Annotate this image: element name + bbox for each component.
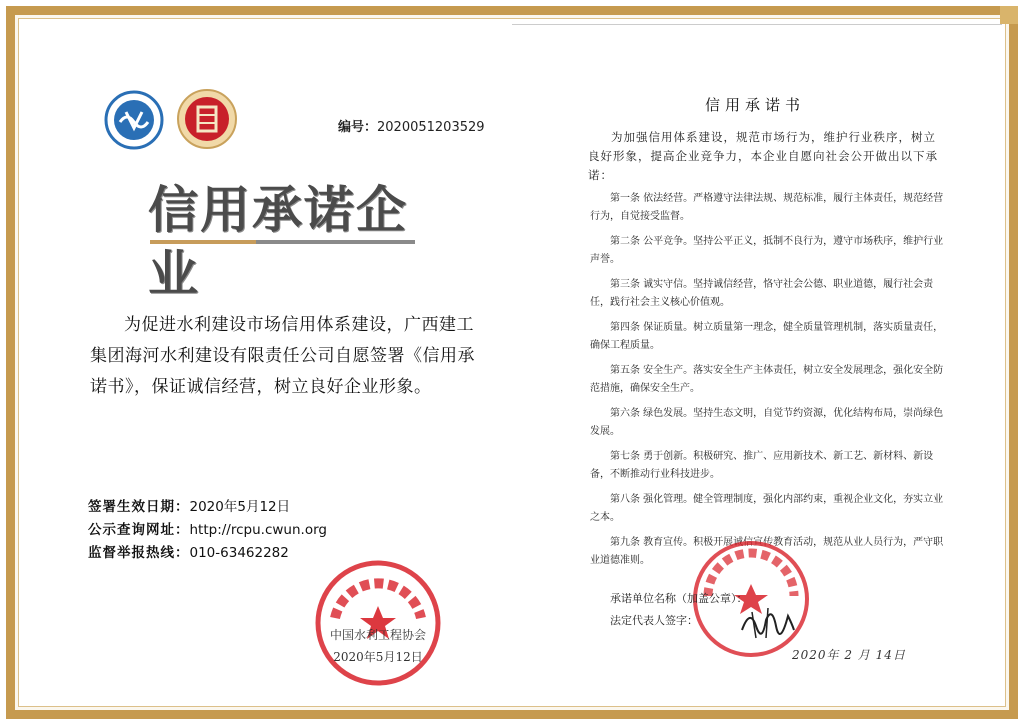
info-row-website xyxy=(88,519,327,542)
article-item: 第八条 强化管理。健全管理制度，强化内部约束，重视企业文化，夯实立业之本。 xyxy=(590,494,944,523)
certificate-number xyxy=(338,116,485,135)
certificate-title: 信用承诺企业 xyxy=(148,181,408,303)
certificate-page xyxy=(28,28,508,688)
info-label: 监督举报热线： xyxy=(88,545,190,561)
certificate-body-text: 为促进水利建设市场信用体系建设，广西建工集团海河水利建设有限责任公司自愿签署《信用承诺书》，保证诚信经营，树立良好企业形象。 xyxy=(90,315,475,397)
pledge-intro: 为加强信用体系建设，规范市场行为，维护行业秩序，树立良好形象，提高企业竞争力，本企业自愿向社会公开做出以下承诺： xyxy=(588,130,938,182)
certificate-number-value: 2020051203529 xyxy=(377,120,485,135)
info-row-hotline xyxy=(88,542,327,565)
article-item: 第二条 公平竞争。坚持公平正义，抵制不良行为，遵守市场秩序，维护行业声誉。 xyxy=(590,236,944,265)
article-item: 第五条 安全生产。落实安全生产主体责任，树立安全发展理念，强化安全防范措施，确保安全生产。 xyxy=(590,365,944,394)
sign-block xyxy=(610,588,748,632)
article-item: 第一条 依法经营。严格遵守法律法规、规范标准，履行主体责任，规范经营行为，自觉接受监督。 xyxy=(590,193,944,222)
handwritten-date: 2020年 2 月 14日 xyxy=(792,648,906,662)
article-item: 第七条 勇于创新。积极研究、推广、应用新技术、新工艺、新材料、新设备，不断推动行业科技进步。 xyxy=(590,451,934,480)
certificate-info xyxy=(88,496,327,565)
article-item: 第四条 保证质量。树立质量第一理念，健全质量管理机制，落实质量责任，确保工程质量。 xyxy=(590,322,944,351)
sign-unit-label: 承诺单位名称（加盖公章）： xyxy=(610,592,748,605)
info-label: 签署生效日期： xyxy=(88,499,190,515)
association-seal-icon xyxy=(313,558,443,688)
article-item: 第六条 绿色发展。坚持生态文明，自觉节约资源，优化结构布局，崇尚绿色发展。 xyxy=(590,408,944,437)
seal-caption-date: 2020年5月12日 xyxy=(333,650,423,664)
seal-caption xyxy=(298,624,458,668)
credit-emblem-icon xyxy=(176,88,238,150)
pledge-title: 信用承诺书 xyxy=(704,96,805,114)
certificate-number-label: 编号： xyxy=(338,120,378,135)
corner-ornament xyxy=(1000,6,1018,24)
info-value: 010-63462282 xyxy=(189,545,289,561)
pledge-articles xyxy=(590,190,946,577)
article-item: 第九条 教育宣传。积极开展诚信宣传教育活动，规范从业人员行为，严守职业道德准则。 xyxy=(590,537,944,566)
info-row-date xyxy=(88,496,327,519)
seal-caption-org: 中国水利工程协会 xyxy=(329,628,426,642)
sign-rep-label: 法定代表人签字： xyxy=(610,614,698,627)
handwritten-signature-icon xyxy=(738,600,798,644)
pledge-page xyxy=(510,20,1000,700)
info-value: http://rcpu.cwun.org xyxy=(189,522,327,538)
water-association-logo-icon xyxy=(104,90,164,150)
title-underline xyxy=(150,240,415,244)
info-value: 2020年5月12日 xyxy=(189,499,291,515)
article-item: 第三条 诚实守信。坚持诚信经营，恪守社会公德、职业道德，履行社会责任，践行社会主义核心价值观。 xyxy=(590,279,934,308)
info-label: 公示查询网址： xyxy=(88,522,190,538)
